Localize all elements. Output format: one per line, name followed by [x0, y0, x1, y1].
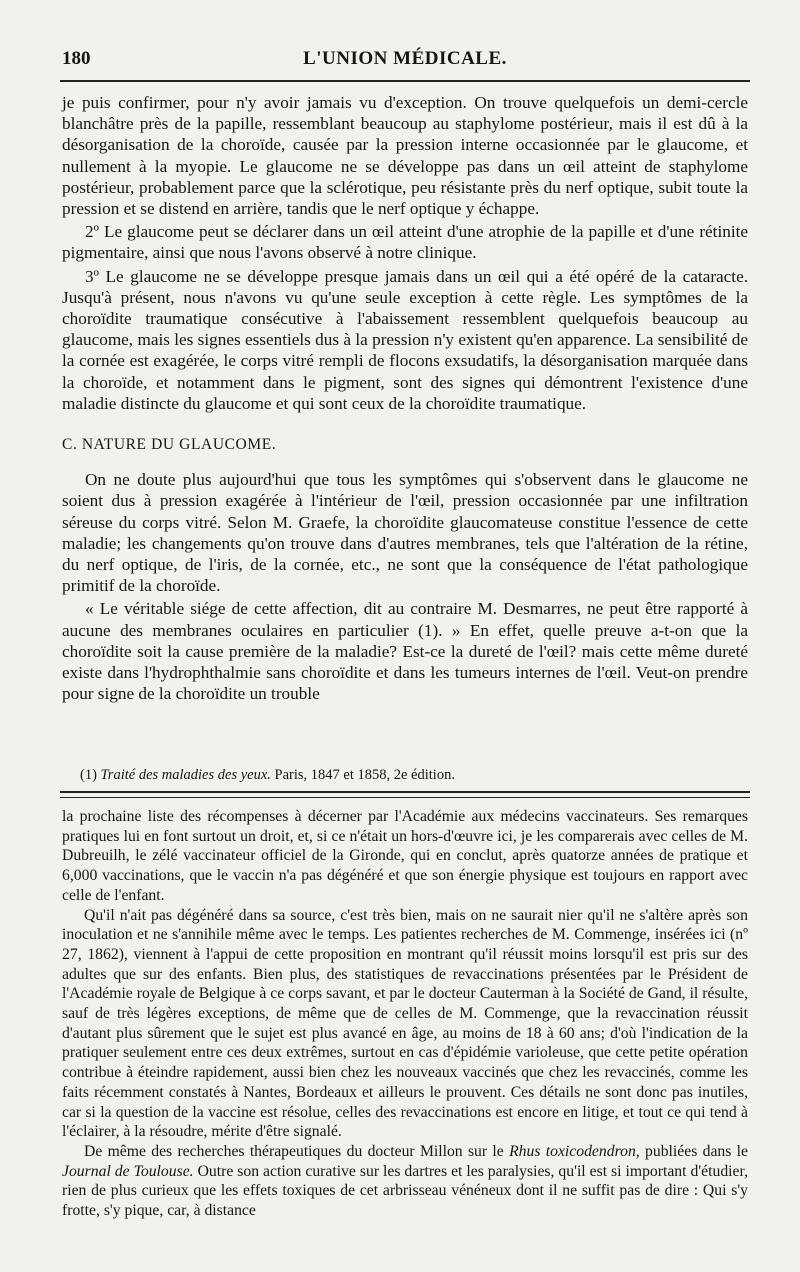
paragraph-continuation: je puis confirmer, pour n'y avoir jamais vu d'exception. On trouve quelquefois un demi-cercle blanchâtre près de la papille, ressemblant beaucoup au staphylome postérieur, mais il est dû à la désorganisation de la choroïde, causée par la pression interne occasionnée par le glaucome, et nullement à la myopie. Le glaucome ne se développe pas dans un œil atteint de staphylome postérieur, probablement parce que la sclérotique, peu résistante près du nerf optique, subit toute la pression et se distend en arrière, tandis que le nerf optique y échappe.	[62, 93, 748, 219]
footnote	[80, 766, 748, 784]
section-divider	[60, 791, 750, 798]
paragraph-millon	[62, 1142, 748, 1221]
text-run: Outre son action curative sur les dartres et les paralysies, qu'il est si important d'étudier, rien de plus curieux que les effets toxiques de cet arbrisseau vénéneux dont il ne suffit pas de dire : Qui s'y frotte, s'y pique, car, à distance	[62, 1162, 749, 1220]
paragraph-nature-1: On ne doute plus aujourd'hui que tous les symptômes qui s'observent dans le glaucome ne soient dus à pression exagérée à l'intérieur de l'œil, pression occasionnée par une infiltration séreuse du corps vitré. Selon M. Graefe, la choroïdite glaucomateuse constitue l'essence de cette maladie; les changements qu'on trouve dans d'autres membranes, tels que l'altération de la rétine, du nerf optique, de l'iris, de la cornée, etc., ne sont que la conséquence de l'état pathologique primitif de la choroïde.	[62, 470, 748, 596]
text-run: publiées dans le	[639, 1142, 748, 1160]
footnote-rest: Paris, 1847 et 1858, 2e édition.	[274, 767, 455, 783]
page-header	[62, 48, 748, 76]
paragraph-vaccine-1: la prochaine liste des récompenses à décerner par l'Académie aux médecins vaccinateurs. Ses remarques pratiques lui en font surtout un droit, et, si ce n'était un hors-d'œuvre ici, je les comparerais avec celles de M. Dubreuilh, le zélé vaccinateur officiel de la Gironde, qui en conclut, après quatorze années de pratique et 6,000 vaccinations, que le vaccin n'a pas dégénéré et que son énergie physique est toujours en rapport avec celle de l'enfant.	[62, 808, 748, 904]
section-heading: C. NATURE DU GLAUCOME.	[62, 436, 277, 454]
page-number: 180	[62, 48, 91, 69]
italic-run: Rhus toxicodendron,	[509, 1142, 640, 1160]
footnote-title: Traité des maladies des yeux.	[100, 767, 271, 783]
footnote-marker: (1)	[80, 767, 97, 783]
paragraph-point-2: 2º Le glaucome peut se déclarer dans un œil atteint d'une atrophie de la papille et d'une rétinite pigmentaire, ainsi que nous l'avons observé à notre clinique.	[62, 222, 748, 263]
paragraph-point-3: 3º Le glaucome ne se développe presque jamais dans un œil qui a été opéré de la cataracte. Jusqu'à présent, nous n'avons vu qu'une seule exception à cette règle. Les symptômes de la choroïdite traumatique consécutive à l'abaissement ressemblent quelquefois beaucoup au glaucome, mais les signes essentiels dus à la pression n'y existent qu'en apparence. La sensibilité de la cornée est exagérée, le corps vitré rempli de flocons exsudatifs, la désorganisation marquée dans la choroïde, et notamment dans le pigment, sont des signes qui démontrent l'existence d'une maladie distincte du glaucome et qui sont ceux de la choroïdite traumatique.	[62, 266, 748, 413]
italic-run: Journal de Toulouse.	[62, 1162, 194, 1180]
article-body	[62, 92, 748, 704]
paragraph-nature-2: « Le véritable siége de cette affection, dit au contraire M. Desmarres, ne peut être rapporté à aucune des membranes oculaires en particulier (1). » En effet, quelle preuve a-t-on que la choroïdite soit la cause première de la maladie? Est-ce la dureté de l'œil? mais cette même dureté existe dans l'hydrophthalmie sans choroïdite et dans les tumeurs internes de l'œil. Veut-on prendre pour signe de la choroïdite un trouble	[62, 599, 748, 704]
running-title: L'UNION MÉDICALE.	[303, 48, 507, 69]
paragraph-vaccine-2: Qu'il n'ait pas dégénéré dans sa source, c'est très bien, mais on ne saurait nier qu'il ne s'altère après son inoculation et ne s'annihile même avec le temps. Les patientes recherches de M. Commenge, insérées ici (nº 27, 1862), viennent à l'appui de cette proposition en montrant qu'il réussit moins lorsqu'il est pris sur des adultes que sur des enfants. Bien plus, des statistiques de revaccinations présentées par le Président de l'Académie royale de Belgique à ce corps savant, et par le docteur Cauterman à la Société de Gand, il résulte, sauf de très légères exceptions, de même que de celles de M. Commenge, que la revaccination réussit d'autant plus sûrement que le sujet est plus avancé en âge, au moins de 18 à 60 ans; d'où l'indication de la pratiquer seulement entre ces deux extrêmes, surtout en cas d'épidémie varioleuse, que cette petite opération contribue à éteindre rapidement, aussi bien chez les nouveaux vaccinés que chez les revaccinés, comme les faits récemment constatés à Nantes, Bordeaux et ailleurs le prouvent. Ces détails ne sont donc pas inutiles, car si la question de la vaccine est résolue, celles des revaccinations est encore en litige, et tout ce qui tend à l'éclairer, à la résoudre, mérite d'être signalé.	[62, 906, 748, 1141]
text-run: De même des recherches thérapeutiques du docteur Millon sur le	[84, 1142, 510, 1160]
header-rule	[60, 80, 750, 82]
feuilleton-body	[62, 807, 748, 1221]
